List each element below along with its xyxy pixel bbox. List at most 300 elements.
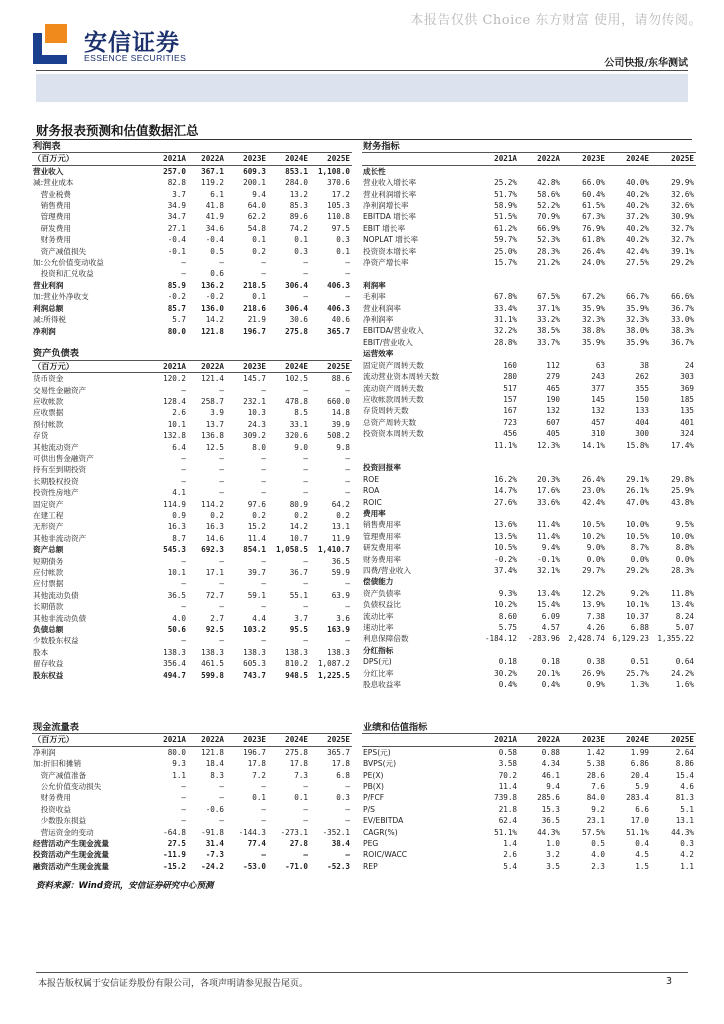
year-header: 2024E [268,153,310,165]
year-header: 2022A [188,360,226,372]
row-label: 股东权益 [33,670,64,680]
table-cell: 42.4% [626,246,649,256]
table-cell: -24.2 [201,861,224,871]
row-label: 资产总额 [33,545,64,555]
table-cell: – [219,385,224,395]
table-cell: 25.2% [494,178,517,188]
table-cell: 303 [680,372,694,382]
table-cell: – [219,636,224,646]
row-label: 研发费用 [33,223,71,233]
table-row [362,758,696,769]
row-label: 净利润 [33,747,56,757]
table-cell: 42.4% [582,497,605,507]
table-cell: 40.2% [626,201,649,211]
table-cell: 67.5% [537,292,560,302]
table-cell: 8.3 [210,770,224,780]
table-cell: 0.38 [586,657,605,667]
table-cell: 70.2 [498,770,517,780]
table-row [32,303,352,314]
table-cell: 13.4% [537,588,560,598]
table-cell: – [303,816,308,826]
table-cell: 5.7 [172,315,186,325]
table-row [362,200,696,211]
table-cell: 9.5% [675,520,694,530]
table-cell: 74.2 [289,223,308,233]
table-cell: 218.5 [243,280,266,290]
row-label: 投资性房地产 [33,488,79,498]
year-header: 2025E [651,153,696,165]
table-cell: 21.9 [247,315,266,325]
table-cell: 30.9% [671,212,694,222]
table-cell [651,348,696,359]
table-row [362,462,696,473]
table-cell: 9.4% [541,543,560,553]
table-row [362,189,696,200]
row-label: CAGR(%) [363,827,398,837]
table-cell: 34.7 [167,212,186,222]
table-row [362,645,696,656]
table-cell: 105.3 [327,201,350,211]
table-cell: 9.3% [498,588,517,598]
table-cell: 11.4% [537,520,560,530]
table-cell [562,141,607,153]
table-cell [607,462,651,473]
table-cell: – [345,850,350,860]
table-cell: 4.57 [541,623,560,633]
table-cell [188,722,226,734]
row-label: EBIT/营业收入 [363,337,413,347]
table-cell: 17.8 [289,759,308,769]
table-cell: 1,108.0 [317,166,350,176]
table-row [32,838,352,849]
row-label: 投资收益 [33,804,71,814]
table-row [32,291,352,302]
table-cell: 39.9 [331,419,350,429]
table-cell [474,165,519,177]
table-cell: 9.2 [591,804,605,814]
table-row [32,861,352,872]
table-cell: – [219,258,224,268]
table-cell: 44.3% [671,827,694,837]
table-cell: 9.3 [172,759,186,769]
year-header: 2021A [474,153,519,165]
table-row [362,861,696,872]
table-cell: – [303,453,308,463]
table-cell: 508.2 [327,431,350,441]
table-cell: 11.9 [331,533,350,543]
table-section-row [32,722,352,734]
financial-indicators-table [362,141,696,690]
table-cell: 4.2 [680,850,694,860]
table-cell [519,268,562,279]
table-cell: – [181,602,186,612]
table-section-row [32,348,352,360]
row-label: NOPLAT 增长率 [363,235,419,245]
table-cell: 0.5 [591,839,605,849]
row-label: 净利润率 [363,315,394,325]
table-cell: 42.8% [537,178,560,188]
table-cell: -0.1 [167,246,186,256]
table-cell [474,645,519,656]
table-cell: – [345,782,350,792]
table-cell: 258.7 [201,396,224,406]
table-cell: 51.1% [494,827,517,837]
table-cell: 0.3 [336,235,350,245]
table-cell: 35.9% [582,303,605,313]
table-row [362,746,696,758]
row-label: 投资资本周转天数 [363,429,424,439]
table-cell: 114.2 [201,499,224,509]
table-cell [310,141,352,153]
table-cell: – [303,556,308,566]
year-header: 2025E [651,734,696,746]
row-label: REP [363,861,378,871]
table-cell: 300 [635,429,649,439]
row-label: 股本 [33,647,49,657]
table-cell: 0.3 [336,793,350,803]
table-cell: 9.8 [336,442,350,452]
table-cell: 0.58 [498,747,517,757]
table-cell: – [303,258,308,268]
table-row [362,633,696,644]
table-cell: 12.2% [582,588,605,598]
table-cell: 59.7% [494,235,517,245]
table-row [32,487,352,498]
table-cell: 26.1% [626,486,649,496]
table-cell: 17.0 [630,816,649,826]
table-cell: 320.6 [285,431,308,441]
table-row [362,165,696,177]
table-row [362,291,696,302]
table-cell: 6.88 [630,623,649,633]
table-cell: 27.8 [289,839,308,849]
table-cell: 66.0% [582,178,605,188]
table-cell: 51.1% [626,827,649,837]
table-row [32,815,352,826]
section-title: 业绩和估值指标 [363,722,428,733]
table-cell: – [303,465,308,475]
table-cell: 36.7% [671,337,694,347]
table-cell: 0.5 [210,246,224,256]
table-cell [310,722,352,734]
table-row [362,565,696,576]
table-cell: 1.99 [630,747,649,757]
table-cell: 609.3 [243,166,266,176]
table-row [362,314,696,325]
table-cell: 607 [546,417,560,427]
table-cell: – [181,782,186,792]
table-header-row [362,153,696,165]
table-cell: – [303,579,308,589]
table-cell: 13.1 [331,522,350,532]
year-header: 2023E [562,734,607,746]
table-cell: 44.3% [537,827,560,837]
row-label: 运营效率 [363,349,394,359]
row-label: 股息收益率 [363,680,401,690]
table-cell: 13.1 [675,816,694,826]
table-row [362,827,696,838]
table-cell: 39.7 [247,568,266,578]
table-cell: -0.4 [167,235,186,245]
table-cell [226,722,268,734]
table-cell: 456 [503,429,517,439]
row-label: 管理费用 [33,212,71,222]
table-cell: 8.8% [675,543,694,553]
table-cell: 112 [546,360,560,370]
table-cell: – [345,258,350,268]
table-cell: 1.0 [546,839,560,849]
brand-name-cn: 安信证券 [84,29,180,56]
table-cell: – [219,556,224,566]
table-cell: 40.2% [626,235,649,245]
table-header-row [32,734,352,746]
table-cell: – [181,816,186,826]
table-cell [147,337,188,348]
table-cell [268,337,310,348]
row-label: EV/EBITDA [363,816,404,826]
table-cell [147,141,188,153]
row-label: 速动比率 [363,623,394,633]
table-cell: – [303,782,308,792]
table-row [362,815,696,826]
table-cell: 60.4% [582,189,605,199]
table-cell [607,165,651,177]
row-label: 营运资金的变动 [33,827,94,837]
table-cell: -91.8 [201,827,224,837]
table-cell: 32.7% [671,235,694,245]
table-cell: 76.9% [582,223,605,233]
table-cell: 21.2% [537,258,560,268]
row-label: 应收帐款 [33,396,64,406]
table-cell: 3.7 [172,189,186,199]
table-row [32,510,352,521]
table-cell: – [345,816,350,826]
table-cell: 13.6% [494,520,517,530]
year-header: 2022A [188,734,226,746]
table-row [32,624,352,635]
table-cell: 20.1% [537,668,560,678]
table-cell: 8.86 [675,759,694,769]
row-label: EPS(元) [363,747,391,757]
table-cell: 275.8 [285,326,308,336]
row-label: 固定资产 [33,499,64,509]
table-cell: 32.1% [537,566,560,575]
table-row [32,337,352,348]
table-cell: 3.9 [210,408,224,418]
table-cell: 29.8% [671,474,694,484]
table-cell: – [303,488,308,498]
table-cell: 37.1% [537,303,560,313]
year-header: 2022A [519,734,562,746]
table-cell [147,722,188,734]
row-label: 经营活动产生现金流量 [33,839,109,849]
row-label: 预付帐款 [33,419,64,429]
year-header: 2022A [519,153,562,165]
table-cell: 121.4 [201,374,224,384]
table-cell: -52.3 [327,861,350,871]
row-label: P/FCF [363,793,385,803]
row-label: 融资活动产生现金流量 [33,861,109,871]
row-label: 营业收入增长率 [363,178,417,188]
row-label: 资产负债率 [363,588,401,598]
table-cell [188,337,226,348]
year-header: 2025E [310,734,352,746]
row-label: 无形资产 [33,522,64,532]
table-cell: 365.7 [327,747,350,757]
table-cell: 185 [680,394,694,404]
row-label: 销售费用率 [363,520,401,530]
table-cell: 854.1 [243,545,266,555]
table-cell: 29.1% [626,474,649,484]
table-cell: 5.1 [680,804,694,814]
row-label: 存货周转天数 [363,406,409,416]
year-header: 2023E [226,153,268,165]
table-cell [651,165,696,177]
table-cell: 406.3 [327,280,350,290]
table-cell: 599.8 [201,670,224,680]
row-label: 利息保障倍数 [363,634,409,644]
table-cell: 218.6 [243,303,266,313]
table-cell [651,722,696,734]
table-cell: -0.2% [494,554,517,564]
table-cell: 10.5% [494,543,517,553]
table-row [362,280,696,291]
row-label [362,440,474,451]
table-cell: 33.7% [537,337,560,347]
table-cell [310,337,352,348]
table-cell: 29.7% [582,566,605,575]
year-header: 2023E [226,360,268,372]
table-cell [607,348,651,359]
table-cell: 34.6 [205,223,224,233]
row-label: 总资产周转天数 [363,417,417,427]
table-cell: 92.5 [205,625,224,635]
table-row [32,670,352,681]
table-section-row [362,722,696,734]
table-cell: 121.8 [201,326,224,336]
table-cell: 16.3 [167,522,186,532]
table-cell: 138.3 [163,647,186,657]
table-cell: 97.6 [247,499,266,509]
table-cell: 33.4% [494,303,517,313]
table-cell: 26.9% [582,668,605,678]
table-cell: 67.8% [494,292,517,302]
table-row [32,189,352,200]
table-cell: 46.1 [541,770,560,780]
row-label: 加:营业外净收支 [33,292,89,302]
table-cell: 11.1% [494,440,517,450]
table-cell: 25.7% [626,668,649,678]
table-cell [226,337,268,348]
row-label: 公允价值变动损失 [33,782,102,792]
table-cell: 72.7 [205,590,224,600]
table-cell: 13.7 [205,419,224,429]
year-header: 2022A [188,153,226,165]
table-cell: 10.0% [671,531,694,541]
table-cell: 0.51 [630,657,649,667]
row-label: 减:营业成本 [33,178,74,188]
table-cell [474,268,519,279]
table-cell [607,576,651,587]
row-label: 资产减值损失 [33,246,87,256]
table-cell: 0.2 [294,510,308,520]
table-cell: 16.2% [494,474,517,484]
table-cell: 196.7 [243,326,266,336]
table-cell: – [261,476,266,486]
table-cell: 13.9% [582,600,605,610]
table-cell: 32.2% [494,326,517,336]
table-row [32,658,352,669]
table-cell: 275.8 [285,747,308,757]
income-balance-table [32,141,352,681]
table-cell: 66.9% [537,223,560,233]
table-cell: 28.3% [671,566,694,575]
table-cell: 660.0 [327,396,350,406]
table-cell: 62.4 [498,816,517,826]
table-cell: -352.1 [322,827,350,837]
table-cell: 723 [503,417,517,427]
source-note: 资料来源：Wind资讯，安信证券研究中心预测 [36,881,214,891]
table-cell: 138.3 [201,647,224,657]
table-cell: 9.0 [294,442,308,452]
table-cell: 5.9 [635,782,649,792]
table-cell: 32.6% [671,189,694,199]
table-cell: 110.8 [327,212,350,222]
table-cell: 29.9% [671,178,694,188]
table-row [32,396,352,407]
table-cell [607,268,651,279]
table-cell: 66.6% [671,292,694,302]
table-cell: 232.1 [243,396,266,406]
row-label: 利润总额 [33,303,64,313]
table-row [32,442,352,453]
table-row [32,601,352,612]
row-label: （百万元） [32,360,147,372]
year-header: 2023E [562,153,607,165]
table-cell [268,141,310,153]
table-cell: 1.6% [675,680,694,690]
table-row [362,246,696,257]
table-row [362,371,696,382]
table-cell: 283.4 [626,793,649,803]
table-cell: -15.2 [163,861,186,871]
table-header-row [362,734,696,746]
table-cell [474,141,519,153]
table-row [32,770,352,781]
year-header: 2024E [268,734,310,746]
row-label: 留存收益 [33,659,64,669]
table-cell: – [345,488,350,498]
table-cell: 7.6 [591,782,605,792]
table-row [362,474,696,485]
table-row [362,531,696,542]
row-label: （百万元） [32,734,147,746]
table-cell [268,348,310,360]
table-cell: 14.8 [331,408,350,418]
table-cell: 85.3 [289,201,308,211]
table-cell: 32.3% [582,315,605,325]
table-cell: 43.8% [671,497,694,507]
table-cell: 10.0% [626,520,649,530]
table-row [32,430,352,441]
table-cell: 28.6 [586,770,605,780]
table-cell: 38.5% [537,326,560,336]
cashflow-table [32,722,352,872]
table-cell: – [219,782,224,792]
row-label: PE(X) [363,770,384,780]
table-cell: 6.1 [210,189,224,199]
table-row [32,211,352,222]
